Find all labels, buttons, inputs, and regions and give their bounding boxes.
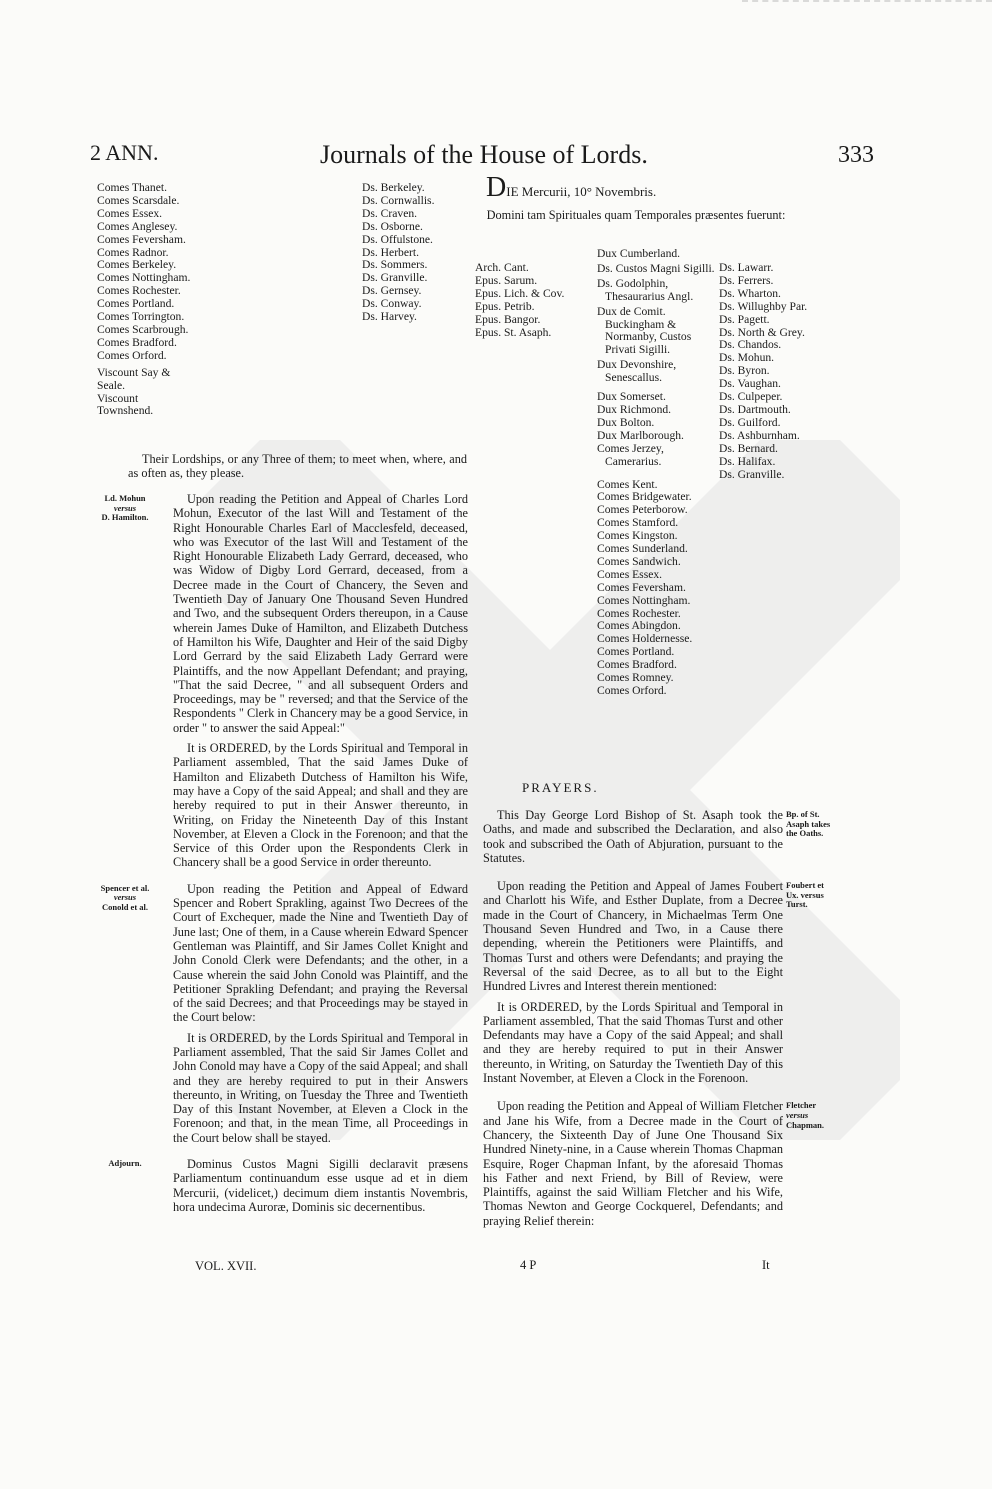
margin-note-line: Ux. versus [786,889,824,900]
peer-entry: Comes Thanet. [97,181,167,194]
peer-entry: Comes Feversham. [97,232,186,246]
viscount-entry: Viscount Townshend. [97,391,154,418]
baron-entry: Ds. Craven. [362,206,418,220]
date-heading-rest: IE Mercurii, 10° Novembris. [506,184,657,199]
entry-section [483,879,838,1085]
page-number: 333 [838,142,874,168]
margin-note-line: D. Hamilton. [101,512,149,523]
baron-entry: Ds. Ferrers. [719,273,774,287]
earl-entry: Comes Peterborow. [597,503,688,517]
baron-entry: Ds. Byron. [719,364,770,378]
margin-note [90,884,160,913]
catchword: It [762,1258,770,1272]
peer-entry: Comes Essex. [97,206,163,220]
bishop-entry: Epus. Sarum. [475,273,538,287]
committee-close: Their Lordships, or any Three of them; to meet when, where, and as often as, they please. [128,452,467,481]
officer-entry: Ds. Custos Magni Sigilli. [597,261,715,275]
left-list-col1 [97,182,237,418]
duke-entry: Dux Bolton. [597,415,655,429]
earl-entry: Comes Romney. [597,671,674,685]
col-a-list [475,262,585,339]
date-heading-initial: D [486,172,507,203]
officer-entry: Dux Cumberland. [597,247,681,260]
date-heading [486,172,836,203]
margin-note [786,1101,846,1130]
baron-entry: Ds. Gernsey. [362,284,422,298]
peer-entry: Comes Radnor. [97,245,169,259]
entry-section [483,1099,838,1228]
margin-note-line: Adjourn. [108,1158,142,1169]
baron-entry: Ds. Granville. [719,467,785,481]
margin-note-line: Turst. [786,899,808,910]
earl-entry: Comes Holdernesse. [597,632,693,646]
margin-note-line: Bp. of St. [786,809,820,819]
margin-note-line: Conold et al. [101,901,149,912]
paragraph: Upon reading the Petition and Appeal of Edward Spencer and Robert Sprakling, against Two Decrees of the Court of Exchequer, made the Nine and Twentieth Day of June last; One of them, in a Cause wherein Edward Spencer Gentleman was Plaintiff, and Sir James Collet Knight and John Conold Clerk were Defendants; and the other, in a Cause wherein the said John Conold was Plaintiff, and the Petitioner Sprakling Defendant; and praying the Reversal of the said Decrees; and that Proceedings may be stayed in the Court below: [173,881,468,1025]
officer-entry: Ds. Godolphin, Thesaurarius Angl. [597,276,694,303]
entry-section [483,808,838,865]
baron-entry: Ds. Wharton. [719,286,781,300]
baron-entry: Ds. Harvey. [362,310,417,324]
earl-entry: Comes Orford. [597,684,667,697]
margin-note-line: versus [113,502,137,513]
baron-entry: Ds. Offulstone. [362,232,433,246]
baron-entry: Ds. Berkeley. [362,181,425,194]
volume-footer: VOL. XVII. [195,1259,257,1273]
margin-note-line: the Oaths. [786,828,824,839]
margin-note [90,1159,160,1169]
peer-entry: Comes Rochester. [97,284,181,298]
page-title: Journals of the House of Lords. [320,140,648,169]
peer-entry: Comes Scarbrough. [97,322,189,336]
duke-entry: Dux Marlborough. [597,428,684,442]
paragraph: It is ORDERED, by the Lords Spiritual and Temporal in Parliament assembled, That the said Sir James Collet and John Conold may have a Copy of the said Appeal; and shall and they are hereby required to put in their Answers thereunto, in Writing, on Tuesday the Three and Twentieth Day of this Instant November, at Eleven a Clock in the Forenoon; and that, in the mean Time, all Proceedings in the Court below shall be stayed. [173,1030,468,1145]
baron-entry: Ds. Halifax. [719,454,776,468]
baron-entry: Ds. Cornwallis. [362,193,435,207]
earl-entry: Comes Essex. [597,567,663,581]
margin-note-line: Asaph takes [786,818,831,829]
right-column [486,172,836,222]
earl-entry: Comes Kingston. [597,529,678,543]
baron-entry: Ds. Guilford. [719,415,781,429]
earl-entry: Comes Feversham. [597,580,686,594]
viscount-entry: Viscount Say & Seale. [97,365,171,392]
bishop-entry: Epus. Petrib. [475,299,535,313]
peer-entry: Comes Scarsdale. [97,193,180,207]
bishop-entry: Epus. Bangor. [475,312,541,326]
margin-note-line: Foubert et [786,880,825,891]
margin-note-line: Fletcher [786,1100,817,1111]
baron-entry: Ds. Mohun. [719,351,775,365]
margin-note-line: Spencer et al. [100,882,150,893]
paragraph: This Day George Lord Bishop of St. Asaph took the Oaths, and made and subscribed the Declaration, and also took and subscribed the Oath of Abjuration, pursuant to the Statutes. [483,808,783,865]
margin-note [90,494,160,523]
baron-entry: Ds. Chandos. [719,338,782,352]
baron-entry: Ds. Willughby Par. [719,299,808,313]
officer-entry: Dux Devonshire, Senescallus. [597,358,677,385]
baron-entry: Ds. Herbert. [362,245,419,259]
right-sections [483,808,838,1242]
peer-entry: Comes Orford. [97,348,167,362]
baron-entry: Ds. Conway. [362,297,422,311]
baron-entry: Ds. Dartmouth. [719,402,791,416]
margin-note-line: versus [113,892,137,903]
baron-entry: Ds. Pagett. [719,312,770,326]
col-c-list [719,262,839,481]
col-b-list [597,248,717,698]
margin-note [786,881,846,910]
earl-entry: Comes Abingdon. [597,619,681,633]
duke-entry: Dux Somerset. [597,390,666,404]
earl-entry: Comes Nottingham. [597,593,691,607]
baron-entry: Ds. Bernard. [719,441,778,455]
peer-entry: Comes Portland. [97,297,175,311]
header-left: 2 ANN. [90,140,159,165]
bishop-entry: Epus. Lich. & Cov. [475,286,565,300]
entry-section [90,1157,468,1214]
paragraph: Upon reading the Petition and Appeal of Charles Lord Mohun, Executor of the last Will and Testament of the Right Honourable Charles Earl of Macclesfeld, deceased, who was Executor of the last Will and Testament of the Right Honourable Elizabeth Lady Gerrard, deceased, who was Widow of Digby Lord Gerrard, deceased, from a Decree made in the Court of Chancery, the Seven and Twentieth Day of January One Thousand Seven Hundred and Two, and the subsequent Orders thereupon, in a Cause wherein James Duke of Hamilton, and Elizabeth Dutchess of Hamilton his Wife, Daughter and Heir of the said Digby Lord Gerrard by the said Elizabeth Lady Gerrard were Plaintiffs, and the now Appellant Defendant; and praying, "That the said Decree, " and all subsequent Orders and Proceedings, may be " reversed; and that the Service of the Respondents " Clerk in Chancery may be a good Service, in order " to answer the said Appeal:" [173,492,468,735]
present-heading: Domini tam Spirituales quam Temporales præsentes fuerunt: [486,208,786,222]
baron-entry: Ds. Granville. [362,271,428,285]
bishop-entry: Arch. Cant. [475,261,529,274]
earl-entry: Comes Sandwich. [597,554,681,568]
earl-entry: Comes Rochester. [597,606,681,620]
baron-entry: Ds. Ashburnham. [719,428,800,442]
left-sections [90,492,468,1226]
baron-entry: Ds. Lawarr. [719,261,774,274]
earl-entry: Comes Portland. [597,645,675,659]
margin-note-line: versus [786,1109,809,1120]
paragraph: Upon reading the Petition and Appeal of James Foubert and Charlott his Wife, and Esther Duplate, from a Decree made in the Court of Chancery, in Michaelmas Term One Thousand Seven Hundred and Two, in a Cause there depending, wherein the Petitioners were Plaintiffs, and Thomas Turst and others were Defendants; and praying the Reversal of the said Decree, as to all but to the Eight Hundred Livres and Interest therein mentioned: [483,879,783,994]
margin-note-line: Ld. Mohun [104,493,146,503]
entry-section [90,492,468,870]
entry-section [90,882,468,1145]
bishop-entry: Epus. St. Asaph. [475,325,552,339]
officer-entry: Dux de Comit. Buckingham & Normanby, Custos Privati Sigilli. [597,304,692,357]
prayers-heading: PRAYERS. [522,780,599,795]
baron-entry: Ds. Vaughan. [719,377,781,391]
baron-entry: Ds. Culpeper. [719,390,783,404]
paragraph: It is ORDERED, by the Lords Spiritual and Temporal in Parliament assembled, That the said James Duke of Hamilton and Elizabeth Dutchess of Hamilton his Wife, may have a Copy of the said Appeal; and shall and they are hereby required to put in their Answer thereunto, in Writing, on Friday the Nineteenth Day of this Instant November, at Eleven a Clock in the Forenoon; and that the Service of this Order upon the Respondents Clerk in Chancery shall be a good Service in order thereunto. [173,741,468,870]
earl-entry: Comes Sunderland. [597,542,688,556]
peer-entry: Comes Berkeley. [97,258,177,272]
margin-note-line: Chapman. [786,1119,825,1130]
baron-entry: Ds. North & Grey. [719,325,805,339]
peer-entry: Comes Anglesey. [97,219,178,233]
paragraph: It is ORDERED, by the Lords Spiritual and Temporal in Parliament assembled, That the said Thomas Turst and other Defendants may have a Copy of the said Appeal; and shall and they are hereby required to put in their Answer thereunto, in Writing, on Saturday the Twentieth Day of this Instant November, at Eleven a Clock in the Forenoon. [483,999,783,1086]
paragraph: Upon reading the Petition and Appeal of William Fletcher and Jane his Wife, from a Decree made in the Court of Chancery, the Sixteenth Day of June One Thousand Six Hundred Ninety-nine, in a Cause wherein Thomas Chapman Esquire, Roger Chapman Infant, by the aforesaid Thomas his Father and next Friend, by Bill of Review, were Plaintiffs, against the said William Fletcher and his Wife, Thomas Newton and George Cockquerel, Defendants; and praying Relief therein: [483,1099,783,1228]
duke-entry: Comes Jerzey, Camerarius. [597,441,664,468]
peer-entry: Comes Torrington. [97,310,185,324]
earl-entry: Comes Bridgewater. [597,490,692,504]
left-list-col2 [362,182,492,324]
duke-entry: Dux Richmond. [597,402,672,416]
paragraph: Dominus Custos Magni Sigilli declaravit præsens Parliamentum continuandum esse usque ad et in diem Mercurii, (videlicet,) decimum diem instantis Novembris, hora undecima Auroræ, Dominis sic decernentibus. [173,1157,468,1214]
peer-entry: Comes Bradford. [97,335,177,349]
signature-mark: 4 P [520,1258,537,1272]
earl-entry: Comes Kent. [597,477,658,491]
baron-entry: Ds. Sommers. [362,258,428,272]
earl-entry: Comes Stamford. [597,516,679,530]
peer-entry: Comes Nottingham. [97,271,191,285]
earl-entry: Comes Bradford. [597,658,677,672]
margin-note [786,810,846,839]
baron-entry: Ds. Osborne. [362,219,423,233]
top-rule-decoration [742,0,992,8]
